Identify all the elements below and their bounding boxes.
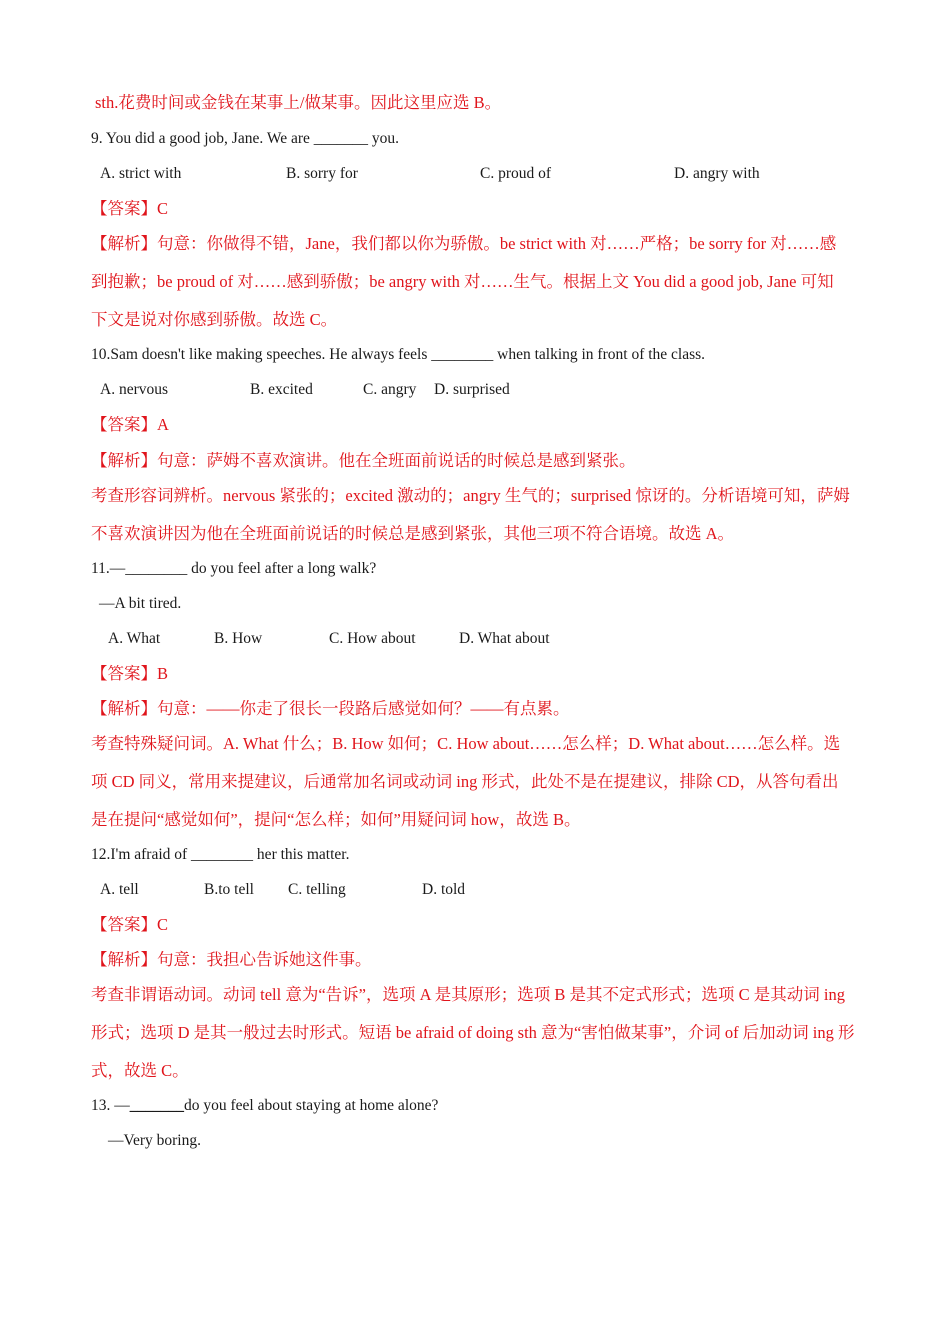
explanation-line: sth.花费时间或金钱在某事上/做某事。因此这里应选 B。 (95, 93, 502, 112)
explanation-line: 式，故选 C。 (91, 1061, 189, 1080)
option-d: D. surprised (434, 381, 510, 398)
explanation-line: 【解析】句意：萨姆不喜欢演讲。他在全班面前说话的时候总是感到紧张。 (91, 451, 636, 470)
question-text: do you feel about staying at home alone? (184, 1097, 439, 1114)
explanation-line: 形式；选项 D 是其一般过去时形式。短语 be afraid of doing sth 意为“害怕做某事”，介词 of 后加动词 ing 形 (91, 1023, 855, 1042)
option-b: B. excited (250, 381, 313, 398)
option-c: C. telling (288, 881, 346, 898)
explanation-line: 考查特殊疑问词。A. What 什么；B. How 如何；C. How about……怎么样；D. What about……怎么样。选 (91, 734, 841, 753)
question-10: 10.Sam doesn't like making speeches. He always feels ________ when talking in front of the class. (91, 346, 706, 363)
option-a: A. What (108, 630, 161, 647)
dialogue-reply: —Very boring. (108, 1132, 201, 1149)
question-9: 9. You did a good job, Jane. We are _______ you. (91, 130, 400, 147)
explanation-line: 到抱歉；be proud of 对……感到骄傲；be angry with 对……生气。根据上文 You did a good job, Jane 可知 (91, 272, 834, 291)
explanation-line: 【解析】句意：你做得不错，Jane，我们都以你为骄傲。be strict with 对……严格；be sorry for 对……感 (91, 234, 837, 253)
question-11: 11.—________ do you feel after a long walk? (91, 560, 377, 577)
answer-label: 【答案】C (91, 915, 169, 934)
explanation-line: 考查非谓语动词。动词 tell 意为“告诉”，选项 A 是其原形；选项 B 是其不定式形式；选项 C 是其动词 ing (91, 985, 845, 1004)
answer-label: 【答案】A (91, 415, 169, 434)
option-c: C. angry (363, 381, 417, 398)
option-d: D. told (422, 881, 466, 898)
explanation-line: 项 CD 同义，常用来提建议，后通常加名词或动词 ing 形式，此处不是在提建议，排除 CD，从答句看出 (91, 772, 839, 791)
option-b: B. How (214, 630, 263, 647)
option-b: B. sorry for (286, 165, 358, 182)
option-a: A. nervous (100, 381, 169, 398)
explanation-line: 【解析】句意：我担心告诉她这件事。 (91, 950, 372, 969)
option-b: B.to tell (204, 881, 254, 898)
dialogue-reply: —A bit tired. (99, 595, 182, 612)
answer-blank: _______ (129, 1097, 184, 1114)
option-c: C. How about (329, 630, 416, 647)
explanation-line: 下文是说对你感到骄傲。故选 C。 (91, 310, 338, 329)
question-12: 12.I'm afraid of ________ her this matter. (91, 846, 350, 863)
explanation-line: 是在提问“感觉如何”，提问“怎么样；如何”用疑问词 how，故选 B。 (91, 810, 581, 829)
option-a: A. tell (100, 881, 139, 898)
explanation-line: 不喜欢演讲因为他在全班面前说话的时候总是感到紧张，其他三项不符合语境。故选 A。 (91, 524, 735, 543)
option-d: D. angry with (674, 165, 760, 182)
answer-label: 【答案】B (91, 664, 169, 683)
option-a: A. strict with (100, 165, 182, 182)
explanation-line: 考查形容词辨析。nervous 紧张的；excited 激动的；angry 生气的；surprised 惊讶的。分析语境可知，萨姆 (91, 486, 850, 505)
option-d: D. What about (459, 630, 550, 647)
explanation-line: 【解析】句意：——你走了很长一段路后感觉如何？——有点累。 (91, 699, 570, 718)
answer-label: 【答案】C (91, 199, 169, 218)
option-c: C. proud of (480, 165, 552, 182)
question-number: 13. — (91, 1097, 130, 1114)
question-13 (91, 1095, 438, 1117)
